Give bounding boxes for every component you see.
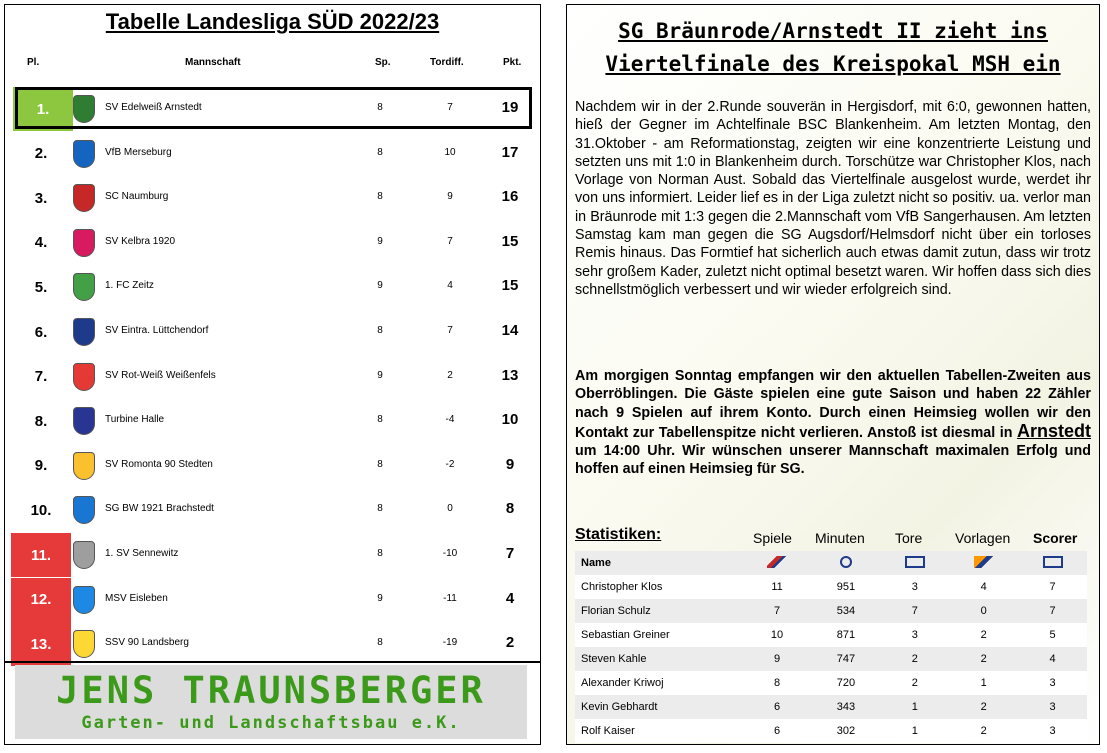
points: 8 (505, 500, 515, 518)
stats-table (575, 551, 1087, 743)
position: 10. (30, 501, 52, 519)
player-games: 6 (743, 719, 812, 743)
table-header (5, 53, 540, 75)
goal-difference: 10 (444, 146, 456, 158)
games-played: 8 (377, 503, 383, 515)
team-crest-icon (73, 496, 95, 524)
table-row (5, 132, 540, 176)
position: 12. (11, 578, 71, 622)
games-played: 8 (377, 637, 383, 649)
team-name: VfB Merseburg (105, 146, 172, 158)
player-minutes: 720 (811, 671, 880, 695)
table-row (5, 265, 540, 309)
article-title: SG Bräunrode/Arnstedt II zieht ins Viertelfinale des Kreispokal MSH ein (605, 19, 1061, 76)
goal-difference: -2 (445, 458, 455, 470)
position: 6. (34, 323, 48, 341)
table-row (5, 176, 540, 220)
stats-heading: Statistiken: (575, 526, 662, 543)
player-scorer: 3 (1018, 671, 1087, 695)
goal-difference: 4 (447, 280, 453, 292)
stats-header-row (575, 551, 1087, 575)
position: 8. (34, 412, 48, 430)
goal-difference: 7 (447, 325, 453, 336)
goal-difference: 0 (447, 503, 453, 515)
league-table-panel (4, 4, 541, 745)
player-assists: 1 (949, 671, 1018, 695)
points: 7 (505, 545, 515, 562)
team-crest-icon (73, 407, 95, 435)
position: 11. (11, 533, 71, 577)
goal-difference: -11 (443, 592, 457, 604)
stat-col-minuten: Minuten (815, 530, 865, 546)
scorer-icon (1043, 556, 1063, 568)
divider (5, 661, 540, 663)
leader-highlight (15, 87, 532, 129)
team-name: 1. FC Zeitz (105, 280, 154, 292)
games-played: 8 (377, 146, 383, 158)
games-played: 8 (377, 414, 383, 426)
player-scorer: 3 (1018, 695, 1087, 719)
header-pl: Pl. (27, 57, 40, 68)
player-scorer: 7 (1018, 599, 1087, 623)
goal-difference: -19 (442, 637, 458, 649)
player-assists: 0 (949, 599, 1018, 623)
player-row (575, 599, 1087, 623)
team-name: MSV Eisleben (105, 592, 168, 604)
team-name: Turbine Halle (105, 414, 165, 426)
games-played: 8 (377, 458, 383, 470)
player-scorer: 3 (1018, 719, 1087, 743)
points: 17 (501, 143, 519, 161)
goal-difference: 9 (447, 191, 453, 203)
player-goals: 2 (880, 671, 949, 695)
position: 7. (34, 368, 48, 386)
player-goals: 1 (880, 695, 949, 719)
stat-col-spiele: Spiele (753, 530, 792, 546)
table-row (5, 310, 540, 354)
header-team: Mannschaft (185, 57, 241, 68)
points: 15 (501, 277, 519, 295)
points: 15 (501, 232, 519, 250)
position: 9. (34, 457, 48, 475)
table-row (5, 533, 540, 577)
games-played: 9 (377, 235, 383, 247)
player-row (575, 623, 1087, 647)
player-assists: 2 (949, 695, 1018, 719)
player-name: Rolf Kaiser (575, 719, 743, 743)
games-icon (767, 556, 787, 568)
position: 13. (11, 622, 71, 666)
player-games: 7 (743, 599, 812, 623)
player-name: Steven Kahle (575, 647, 743, 671)
points: 9 (505, 455, 515, 473)
stat-col-vorlagen: Vorlagen (955, 530, 1011, 546)
stat-col-scorer: Scorer (1033, 530, 1078, 546)
points: 14 (501, 322, 519, 339)
points: 19 (501, 99, 519, 116)
position: 2. (34, 145, 48, 163)
table-row (5, 444, 540, 488)
position: 5. (34, 278, 48, 296)
player-name: Christopher Klos (575, 575, 743, 599)
player-games: 8 (743, 671, 812, 695)
team-crest-icon (73, 363, 95, 391)
team-crest-icon (73, 273, 95, 301)
player-games: 9 (743, 647, 812, 671)
player-minutes: 951 (811, 575, 880, 599)
player-minutes: 343 (811, 695, 880, 719)
player-minutes: 302 (811, 719, 880, 743)
team-crest-icon (73, 452, 95, 480)
player-games: 10 (743, 623, 812, 647)
team-name: SV Kelbra 1920 (105, 235, 176, 247)
position: 1. (13, 87, 73, 131)
player-assists: 4 (949, 575, 1018, 599)
points: 16 (501, 188, 519, 206)
games-played: 8 (377, 548, 383, 559)
goal-difference: 7 (447, 102, 453, 113)
assist-icon (974, 556, 994, 568)
player-name: Kevin Gebhardt (575, 695, 743, 719)
player-row (575, 671, 1087, 695)
stat-col-tore: Tore (895, 530, 923, 546)
player-games: 6 (743, 695, 812, 719)
goal-difference: 2 (447, 369, 453, 381)
table-row (5, 488, 540, 532)
table-row (5, 622, 540, 666)
team-name: SSV 90 Landsberg (105, 637, 189, 649)
player-name: Alexander Kriwoj (575, 671, 743, 695)
goal-difference: -10 (442, 548, 458, 559)
player-goals: 2 (880, 647, 949, 671)
player-assists: 2 (949, 623, 1018, 647)
player-scorer: 4 (1018, 647, 1087, 671)
team-crest-icon (73, 586, 95, 614)
player-minutes: 534 (811, 599, 880, 623)
article-panel (566, 4, 1100, 745)
goal-difference: 7 (447, 235, 453, 247)
team-name: SV Rot-Weiß Weißenfels (105, 369, 216, 381)
table-row (5, 399, 540, 443)
player-goals: 3 (880, 623, 949, 647)
player-row (575, 647, 1087, 671)
team-crest-icon (73, 318, 95, 346)
games-played: 9 (377, 280, 383, 292)
player-goals: 1 (880, 719, 949, 743)
games-played: 9 (377, 592, 383, 604)
team-name: SV Romonta 90 Stedten (105, 458, 213, 470)
player-name: Florian Schulz (575, 599, 743, 623)
player-minutes: 871 (811, 623, 880, 647)
team-crest-icon (73, 140, 95, 168)
points: 4 (505, 589, 515, 607)
points: 13 (501, 366, 519, 384)
player-goals: 3 (880, 575, 949, 599)
player-games: 11 (743, 575, 812, 599)
goal-icon (905, 556, 925, 568)
player-row (575, 719, 1087, 743)
sponsor-banner (15, 665, 527, 739)
article-paragraph-1: Nachdem wir in der 2.Runde souverän in Hergisdorf, mit 6:0, gewonnen hatten, hieß der Gegner im Achtelfinale BSC Blankenheim. Am letzten Montag, den 31.Oktober - am Reformationstag, zeigten wir eine konzentrierte Leistung und setzten uns mit 1:0 in Blankenheim durch. Torschütze war Christopher Klos, nach Vorlage von Norman Aust. Sobald das Viertelfinale ausgelost wurde, werdet ihr von uns informiert. Leider lief es in der Liga zuletzt nicht so positiv. ua. verlor man in Bräunrode mit 1:3 gegen die 2.Mannschaft vom VfB Sangerhausen. Am letzten Samstag kam man gegen die SG Augsdorf/Helmsdorf nicht über ein torloses Remis hinaus. Das Formtief hat sicherlich auch etwas damit zutun, dass wir trotz sehr großem Kader, zuletzt nicht optimal besetzt waren. Wir hoffen dass sich dies schnellstmöglich verbessert und wir wieder erfolgreich sind. (575, 99, 1091, 298)
games-played: 8 (377, 325, 383, 336)
games-played: 8 (377, 191, 383, 203)
player-minutes: 747 (811, 647, 880, 671)
player-row (575, 575, 1087, 599)
points: 10 (501, 411, 519, 429)
match-location: Arnstedt (1016, 420, 1091, 441)
player-scorer: 5 (1018, 623, 1087, 647)
header-diff: Tordiff. (430, 57, 464, 68)
player-assists: 2 (949, 647, 1018, 671)
sponsor-name: JENS TRAUNSBERGER (56, 669, 486, 712)
table-row (5, 578, 540, 622)
name-header: Name (575, 551, 743, 575)
team-crest-icon (73, 630, 95, 658)
team-name: 1. SV Sennewitz (105, 548, 179, 559)
games-played: 8 (377, 102, 383, 113)
team-name: SG BW 1921 Brachstedt (105, 503, 214, 515)
position: 4. (34, 234, 48, 252)
position: 3. (34, 189, 48, 207)
team-crest-icon (73, 541, 95, 569)
player-scorer: 7 (1018, 575, 1087, 599)
stopwatch-icon (840, 556, 852, 568)
header-pkt: Pkt. (503, 57, 522, 68)
table-title: Tabelle Landesliga SÜD 2022/23 (105, 9, 440, 34)
games-played: 9 (377, 369, 383, 381)
player-goals: 7 (880, 599, 949, 623)
team-crest-icon (73, 184, 95, 212)
table-row (5, 355, 540, 399)
team-name: SV Eintra. Lüttchendorf (105, 325, 209, 336)
table-row (5, 221, 540, 265)
team-name: SV Edelweiß Arnstedt (105, 102, 202, 113)
article-paragraph-2: Am morgigen Sonntag empfangen wir den aktuellen Tabellen-Zweiten aus Oberröblingen. Die Gäste spielen eine gute Saison und haben 22 Zähler nach 9 Spielen auf ihrem Konto. Durch einen Heimsieg wollen wir den Kontakt zur Tabellenspitze nicht verlieren. Anstoß ist diesmal in Arnstedt um 14:00 Uhr. Wir wünschen unserer Mannschaft maximalen Erfolg und hoffen auf einen Heimsieg für SG. (575, 368, 1091, 478)
player-assists: 2 (949, 719, 1018, 743)
team-name: SC Naumburg (105, 191, 169, 203)
points: 2 (505, 634, 515, 652)
player-name: Sebastian Greiner (575, 623, 743, 647)
team-crest-icon (73, 229, 95, 257)
player-row (575, 695, 1087, 719)
goal-difference: -4 (445, 414, 455, 426)
header-sp: Sp. (375, 57, 391, 68)
sponsor-subtitle: Garten- und Landschaftsbau e.K. (81, 713, 461, 733)
